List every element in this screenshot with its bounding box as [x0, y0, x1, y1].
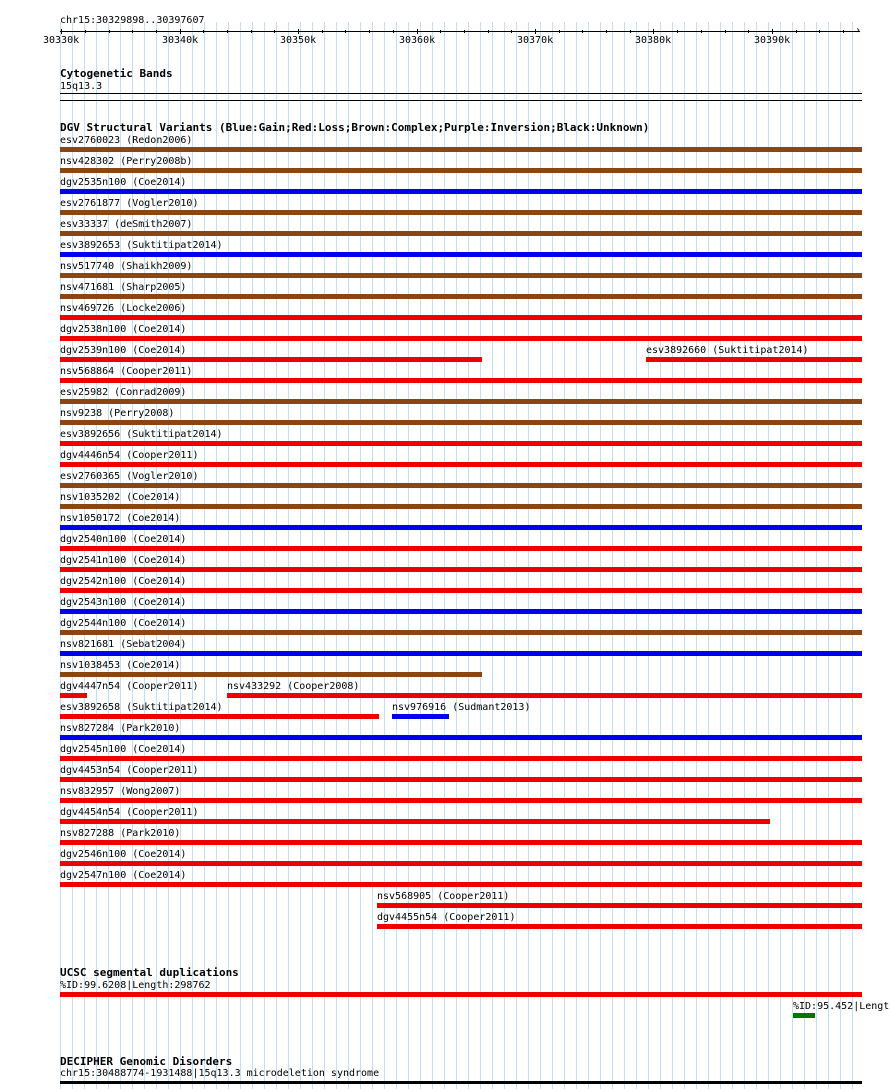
dgv-feature-label: dgv2540n100 (Coe2014)	[60, 534, 187, 545]
ruler-minor-tick	[630, 30, 631, 33]
dgv-feature-label: dgv4455n54 (Cooper2011)	[377, 912, 516, 923]
dgv-feature-label: esv3892658 (Suktitipat2014)	[60, 702, 223, 713]
ruler-minor-tick	[819, 30, 820, 33]
grid-line	[360, 22, 361, 1089]
ruler-minor-tick	[345, 30, 346, 33]
grid-line	[216, 22, 217, 1089]
segdup-track-title: UCSC segmental duplications	[60, 966, 239, 979]
dgv-feature-bar[interactable]	[377, 903, 862, 908]
dgv-feature-label: nsv469726 (Locke2006)	[60, 303, 187, 314]
dgv-feature-label: nsv433292 (Cooper2008)	[227, 681, 360, 692]
ruler-minor-tick	[274, 30, 275, 33]
dgv-feature-bar[interactable]	[60, 294, 862, 299]
grid-line	[348, 22, 349, 1089]
dgv-feature-label: dgv2545n100 (Coe2014)	[60, 744, 187, 755]
grid-line	[252, 22, 253, 1089]
ruler-minor-tick	[85, 30, 86, 33]
ruler-tick-label: 30390k	[754, 35, 791, 46]
dgv-feature-label: dgv2544n100 (Coe2014)	[60, 618, 187, 629]
grid-line	[312, 22, 313, 1089]
ruler-minor-tick	[109, 30, 110, 33]
dgv-feature-bar[interactable]	[60, 630, 862, 635]
ruler-minor-tick	[677, 30, 678, 33]
ruler-minor-tick	[606, 30, 607, 33]
dgv-feature-bar[interactable]	[60, 693, 87, 698]
ruler-tick	[61, 29, 62, 34]
dgv-feature-label: nsv827288 (Park2010)	[60, 828, 181, 839]
grid-line	[228, 22, 229, 1089]
grid-line	[240, 22, 241, 1089]
ruler-arrow-icon: ›	[855, 25, 862, 36]
dgv-feature-bar[interactable]	[60, 504, 862, 509]
dgv-feature-bar[interactable]	[60, 441, 862, 446]
dgv-feature-label: dgv2539n100 (Coe2014)	[60, 345, 187, 356]
dgv-feature-label: nsv1050172 (Coe2014)	[60, 513, 181, 524]
dgv-feature-bar[interactable]	[60, 147, 862, 152]
dgv-feature-bar[interactable]	[60, 231, 862, 236]
dgv-feature-bar[interactable]	[60, 588, 862, 593]
dgv-feature-bar[interactable]	[60, 273, 862, 278]
ruler-minor-tick	[393, 30, 394, 33]
dgv-feature-bar[interactable]	[60, 756, 862, 761]
cytoband-bar[interactable]	[60, 93, 862, 94]
grid-line	[300, 22, 301, 1089]
ruler-minor-tick	[748, 30, 749, 33]
dgv-track-title: DGV Structural Variants (Blue:Gain;Red:Loss;Brown:Complex;Purple:Inversion;Black:Unknown)	[60, 121, 650, 134]
cytoband-bar-bottom	[60, 100, 862, 101]
dgv-feature-label: esv3892653 (Suktitipat2014)	[60, 240, 223, 251]
ruler-minor-tick	[156, 30, 157, 33]
dgv-feature-label: dgv2541n100 (Coe2014)	[60, 555, 187, 566]
dgv-feature-bar[interactable]	[60, 567, 862, 572]
dgv-feature-label: nsv517740 (Shaikh2009)	[60, 261, 193, 272]
dgv-feature-label: dgv2543n100 (Coe2014)	[60, 597, 187, 608]
ruler-minor-tick	[511, 30, 512, 33]
dgv-feature-label: nsv832957 (Wong2007)	[60, 786, 181, 797]
grid-line	[372, 22, 373, 1089]
ruler-minor-tick	[582, 30, 583, 33]
dgv-feature-label: dgv4454n54 (Cooper2011)	[60, 807, 199, 818]
ruler-tick-label: 30340k	[162, 35, 199, 46]
decipher-track-title: DECIPHER Genomic Disorders	[60, 1055, 233, 1068]
ruler-minor-tick	[369, 30, 370, 33]
dgv-feature-bar[interactable]	[60, 546, 862, 551]
dgv-feature-bar[interactable]	[60, 861, 862, 866]
dgv-feature-label: dgv4453n54 (Cooper2011)	[60, 765, 199, 776]
ruler-minor-tick	[701, 30, 702, 33]
grid-line	[192, 22, 193, 1089]
ruler-minor-tick	[464, 30, 465, 33]
dgv-feature-label: esv3892660 (Suktitipat2014)	[646, 345, 809, 356]
dgv-feature-bar[interactable]	[60, 798, 862, 803]
dgv-feature-bar[interactable]	[60, 882, 862, 887]
dgv-feature-bar[interactable]	[60, 336, 862, 341]
ruler-minor-tick	[559, 30, 560, 33]
dgv-feature-label: dgv4446n54 (Cooper2011)	[60, 450, 199, 461]
dgv-feature-bar[interactable]	[60, 357, 482, 362]
dgv-feature-label: dgv2535n100 (Coe2014)	[60, 177, 187, 188]
segdup-label-secondary: %ID:95.452|Lengt	[793, 1001, 890, 1012]
ruler-tick-label: 30330k	[43, 35, 80, 46]
dgv-feature-bar[interactable]	[377, 924, 862, 929]
ruler-tick-label: 30360k	[399, 35, 436, 46]
grid-line	[324, 22, 325, 1089]
ruler-minor-tick	[251, 30, 252, 33]
dgv-feature-bar[interactable]	[60, 420, 862, 425]
dgv-feature-label: esv2761877 (Vogler2010)	[60, 198, 199, 209]
segdup-bar-secondary[interactable]	[793, 1013, 815, 1018]
dgv-feature-bar[interactable]	[60, 210, 862, 215]
ruler-minor-tick	[796, 30, 797, 33]
dgv-feature-label: dgv2546n100 (Coe2014)	[60, 849, 187, 860]
dgv-feature-label: nsv568905 (Cooper2011)	[377, 891, 510, 902]
dgv-feature-bar[interactable]	[227, 693, 862, 698]
dgv-feature-bar[interactable]	[60, 315, 862, 320]
dgv-feature-label: dgv2538n100 (Coe2014)	[60, 324, 187, 335]
ruler-minor-tick	[132, 30, 133, 33]
dgv-feature-bar[interactable]	[60, 840, 862, 845]
dgv-feature-bar[interactable]	[60, 483, 862, 488]
dgv-feature-label: esv2760023 (Redon2006)	[60, 135, 193, 146]
dgv-feature-bar[interactable]	[60, 525, 862, 530]
dgv-feature-bar[interactable]	[60, 672, 482, 677]
dgv-feature-bar[interactable]	[60, 777, 862, 782]
dgv-feature-bar[interactable]	[60, 735, 862, 740]
dgv-feature-label: nsv827284 (Park2010)	[60, 723, 181, 734]
dgv-feature-label: esv2760365 (Vogler2010)	[60, 471, 199, 482]
ruler-minor-tick	[440, 30, 441, 33]
ruler-tick	[653, 29, 654, 34]
dgv-feature-bar[interactable]	[60, 462, 862, 467]
ruler-minor-tick	[488, 30, 489, 33]
ruler-tick	[180, 29, 181, 34]
dgv-feature-label: nsv9238 (Perry2008)	[60, 408, 175, 419]
ruler-tick	[298, 29, 299, 34]
ruler-tick	[535, 29, 536, 34]
dgv-feature-bar[interactable]	[60, 609, 862, 614]
ruler-position-label: chr15:30329898..30397607	[60, 15, 205, 26]
dgv-feature-label: esv3892656 (Suktitipat2014)	[60, 429, 223, 440]
ruler-tick-label: 30380k	[635, 35, 672, 46]
dgv-feature-label: dgv2547n100 (Coe2014)	[60, 870, 187, 881]
dgv-feature-label: nsv428302 (Perry2008b)	[60, 156, 193, 167]
cytoband-track-title: Cytogenetic Bands	[60, 67, 173, 80]
dgv-feature-label: dgv2542n100 (Coe2014)	[60, 576, 187, 587]
dgv-feature-bar[interactable]	[60, 399, 862, 404]
dgv-feature-bar[interactable]	[646, 357, 862, 362]
dgv-feature-bar[interactable]	[60, 189, 862, 194]
ruler-tick-label: 30370k	[517, 35, 554, 46]
grid-line	[336, 22, 337, 1089]
segdup-label-main: %ID:99.6208|Length:298762	[60, 980, 211, 991]
dgv-feature-bar[interactable]	[392, 714, 449, 719]
cytoband-label: 15q13.3	[60, 81, 103, 92]
ruler-tick	[772, 29, 773, 34]
segdup-bar-main[interactable]	[60, 992, 862, 997]
dgv-feature-bar[interactable]	[60, 651, 862, 656]
dgv-feature-bar[interactable]	[60, 819, 770, 824]
ruler-tick	[417, 29, 418, 34]
ruler-minor-tick	[203, 30, 204, 33]
ruler-minor-tick	[322, 30, 323, 33]
ruler-minor-tick	[725, 30, 726, 33]
ruler-tick-label: 30350k	[280, 35, 317, 46]
dgv-feature-bar[interactable]	[60, 714, 379, 719]
dgv-feature-label: nsv821681 (Sebat2004)	[60, 639, 187, 650]
grid-line	[276, 22, 277, 1089]
dgv-feature-label: esv33337 (deSmith2007)	[60, 219, 193, 230]
dgv-feature-label: esv25982 (Conrad2009)	[60, 387, 187, 398]
grid-line	[288, 22, 289, 1089]
ruler-minor-tick	[843, 30, 844, 33]
decipher-bar[interactable]	[60, 1081, 862, 1084]
decipher-label: chr15:30488774-1931488|15q13.3 microdeletion syndrome	[60, 1068, 380, 1079]
dgv-feature-bar[interactable]	[60, 168, 862, 173]
dgv-feature-bar[interactable]	[60, 252, 862, 257]
dgv-feature-label: nsv1035202 (Coe2014)	[60, 492, 181, 503]
dgv-feature-label: nsv568864 (Cooper2011)	[60, 366, 193, 377]
dgv-feature-label: nsv976916 (Sudmant2013)	[392, 702, 531, 713]
grid-line	[204, 22, 205, 1089]
ruler-minor-tick	[227, 30, 228, 33]
dgv-feature-label: nsv471681 (Sharp2005)	[60, 282, 187, 293]
grid-line	[264, 22, 265, 1089]
dgv-feature-label: nsv1038453 (Coe2014)	[60, 660, 181, 671]
dgv-feature-bar[interactable]	[60, 378, 862, 383]
dgv-feature-label: dgv4447n54 (Cooper2011)	[60, 681, 199, 692]
